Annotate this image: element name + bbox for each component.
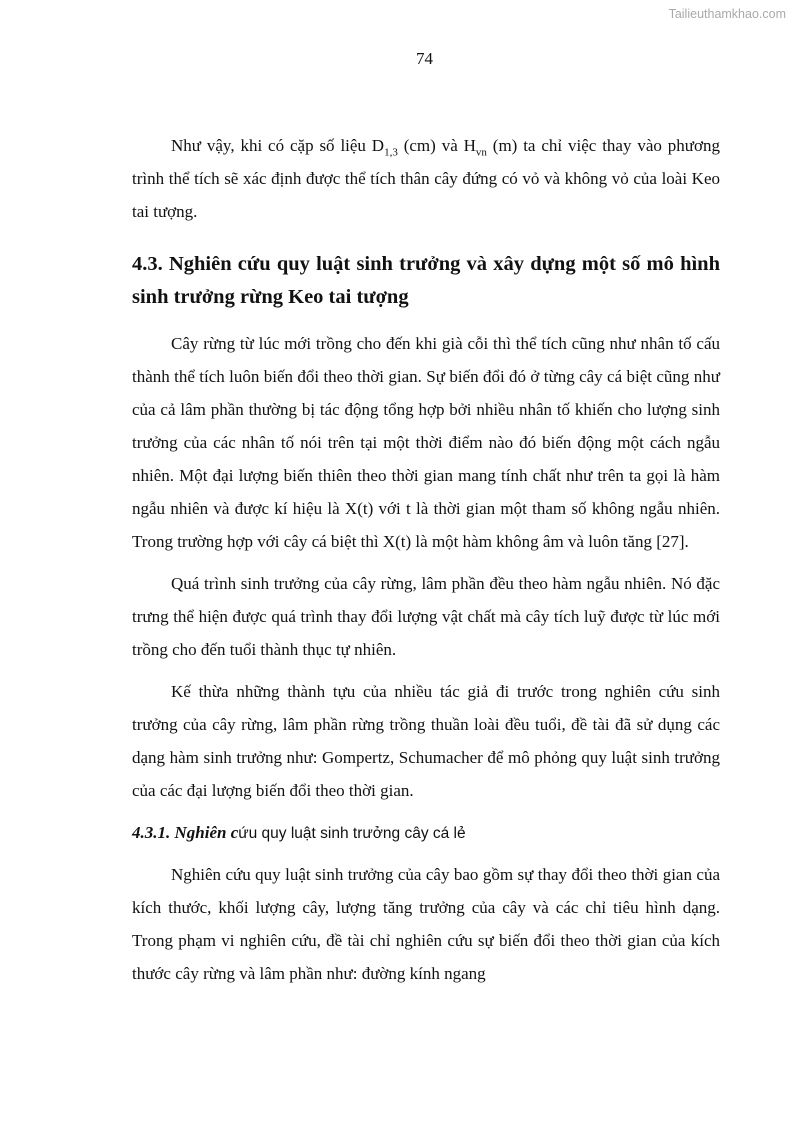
subsection-heading-bold: 4.3.1. Nghiên c xyxy=(132,823,239,842)
subsection-heading-rest: ứu quy luật sinh trưởng cây cá lẻ xyxy=(238,825,466,842)
intro-text-1: Như vậy, khi có cặp số liệu D xyxy=(171,136,385,155)
section-heading: 4.3. Nghiên cứu quy luật sinh trưởng và xây dựng một số mô hình sinh trưởng rừng Keo tai tượng xyxy=(132,253,720,308)
body-paragraph: Nghiên cứu quy luật sinh trưởng của cây bao gồm sự thay đổi theo thời gian của kích thước, khối lượng cây, lượng tăng trưởng của cây và các chỉ tiêu hình dạng. Trong phạm vi nghiên cứu, đề tài chỉ nghiên cứu sự biến đổi theo thời gian của kích thước cây rừng và lâm phần như: đường kính ngang xyxy=(132,865,720,983)
page-number: 74 xyxy=(416,49,433,68)
body-paragraph: Cây rừng từ lúc mới trồng cho đến khi già cỗi thì thể tích cũng như nhân tố cấu thành thể tích luôn biến đổi theo thời gian. Sự biến đổi đó ở từng cây cá biệt cũng như của cả lâm phần thường bị tác động tổng hợp bởi nhiều nhân tố khiến cho lượng sinh trưởng của các nhân tố nói trên tại một thời điểm nào đó biến động một cách ngẫu nhiên. Một đại lượng biến thiên theo thời gian mang tính chất như trên ta gọi là hàm ngẫu nhiên và được kí hiệu là X(t) với t là thời gian một tham số không ngẫu nhiên. Trong trường hợp với cây cá biệt thì X(t) là một hàm không âm và luôn tăng [27]. xyxy=(132,334,720,551)
subsection-heading xyxy=(132,816,720,850)
d-subscript: 1,3 xyxy=(384,146,398,159)
page-content xyxy=(132,129,720,999)
watermark: Tailieuthamkhao.com xyxy=(668,7,786,21)
body-paragraph: Kế thừa những thành tựu của nhiều tác giả đi trước trong nghiên cứu sinh trưởng của cây rừng, lâm phần rừng trồng thuần loài đều tuổi, đề tài đã sử dụng các dạng hàm sinh trưởng như: Gompertz, Schumacher để mô phỏng quy luật sinh trưởng của các đại lượng biến đổi theo thời gian. xyxy=(132,682,720,800)
body-paragraph: Quá trình sinh trưởng của cây rừng, lâm phần đều theo hàm ngẫu nhiên. Nó đặc trưng thể hiện được quá trình thay đổi lượng vật chất mà cây tích luỹ được từ lúc mới trồng cho đến tuổi thành thục tự nhiên. xyxy=(132,574,720,659)
intro-text-2: (cm) và H xyxy=(397,136,476,155)
intro-paragraph xyxy=(132,129,720,228)
h-subscript: vn xyxy=(475,146,487,159)
intro-text-3: (m) ta chỉ việc thay vào phương trình thể tích sẽ xác định được thể tích thân cây đứng có vỏ và không vỏ của loài Keo tai tượng. xyxy=(132,136,720,221)
